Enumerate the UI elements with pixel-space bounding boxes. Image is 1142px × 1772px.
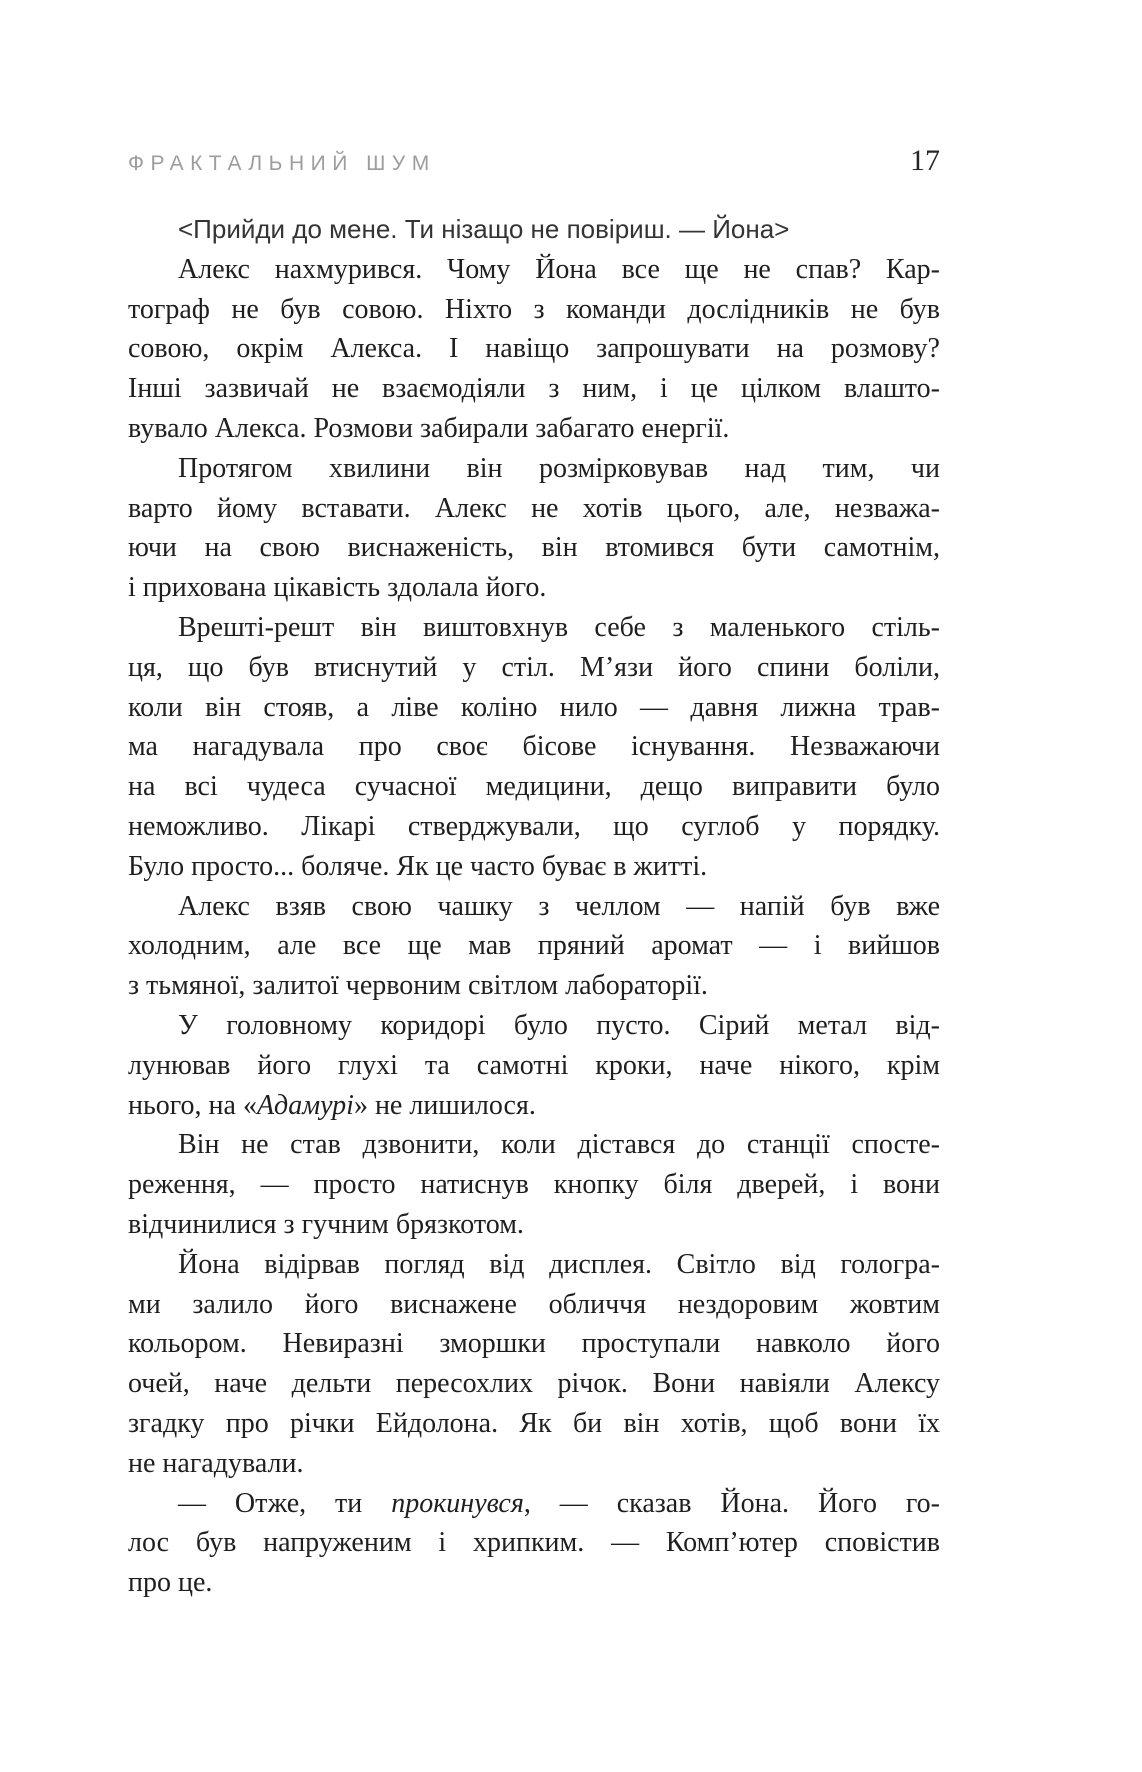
- text-segment: У головному коридорі було пусто. Сірий метал від-: [178, 1009, 940, 1041]
- text-line: [128, 608, 940, 648]
- text-line: [128, 1125, 940, 1165]
- text-line: [128, 1484, 940, 1524]
- text-line: [128, 449, 940, 489]
- text-segment: очей, наче дельти пересохлих річок. Вони навіяли Алексу: [128, 1368, 940, 1400]
- italic-text-segment: прокинувся: [391, 1487, 524, 1519]
- text-line: [128, 489, 940, 529]
- text-line: [128, 210, 940, 250]
- text-line: [128, 1165, 940, 1205]
- text-segment: нього, на «: [128, 1089, 257, 1121]
- text-line: [128, 1444, 940, 1484]
- text-segment: , — сказав Йона. Його го-: [523, 1487, 940, 1519]
- text-line: [128, 528, 940, 568]
- page-number: 17: [910, 144, 940, 177]
- page-header: [128, 144, 940, 178]
- text-segment: на всі чудеса сучасної медицини, дещо виправити було: [128, 771, 940, 803]
- text-line: [128, 887, 940, 927]
- text-segment: з тьмяної, залитої червоним світлом лабораторії.: [128, 970, 708, 1002]
- text-line: [128, 926, 940, 966]
- text-line: [128, 329, 940, 369]
- text-segment: варто йому вставати. Алекс не хотів цього, але, незважа-: [128, 492, 940, 524]
- text-segment: Протягом хвилини він розмірковував над тим, чи: [178, 452, 940, 484]
- text-segment: Алекс нахмурився. Чому Йона все ще не спав? Кар-: [178, 253, 940, 285]
- text-line: [128, 1563, 940, 1603]
- text-segment: <Прийди до мене. Ти нізащо не повіриш. — Йона>: [178, 214, 790, 244]
- text-segment: і прихована цікавість здолала його.: [128, 572, 547, 604]
- text-line: [128, 369, 940, 409]
- text-line: [128, 1086, 940, 1126]
- text-segment: тограф не був совою. Ніхто з команди дослідників не був: [128, 293, 940, 325]
- text-line: [128, 807, 940, 847]
- text-line: [128, 409, 940, 449]
- text-line: [128, 250, 940, 290]
- text-line: [128, 1245, 940, 1285]
- text-segment: Врешті-решт він виштовхнув себе з маленького стіль-: [178, 611, 940, 643]
- text-line: [128, 1285, 940, 1325]
- text-line: [128, 688, 940, 728]
- italic-text-segment: Адамурі: [256, 1089, 354, 1121]
- text-segment: лос був напруженим і хрипким. — Комп’ютер сповістив: [128, 1527, 940, 1559]
- text-segment: лунював його глухі та самотні кроки, наче нікого, крім: [128, 1049, 940, 1081]
- text-segment: відчинилися з гучним брязкотом.: [128, 1208, 524, 1240]
- text-segment: — Отже, ти: [178, 1487, 392, 1519]
- text-line: [128, 727, 940, 767]
- text-line: [128, 767, 940, 807]
- text-line: [128, 648, 940, 688]
- text-segment: ця, що був втиснутий у стіл. М’язи його спини боліли,: [128, 651, 940, 683]
- running-header-title: ФРАКТАЛЬНИЙ ШУМ: [128, 152, 436, 175]
- text-segment: Йона відірвав погляд від дисплея. Світло від гологра-: [178, 1248, 940, 1280]
- text-line: [128, 1205, 940, 1245]
- text-line: [128, 1523, 940, 1563]
- text-line: [128, 1364, 940, 1404]
- text-segment: вувало Алекса. Розмови забирали забагато енергії.: [128, 412, 730, 444]
- text-line: [128, 568, 940, 608]
- text-segment: ма нагадувала про своє бісове існування. Незважаючи: [128, 731, 940, 763]
- text-segment: неможливо. Лікарі стверджували, що суглоб у порядку.: [128, 810, 940, 842]
- text-segment: згадку про річки Ейдолона. Як би він хотів, щоб вони їх: [128, 1407, 940, 1439]
- text-line: [128, 290, 940, 330]
- text-segment: про це.: [128, 1567, 213, 1599]
- text-line: [128, 1046, 940, 1086]
- text-segment: Він не став дзвонити, коли дістався до станції спосте-: [178, 1129, 940, 1161]
- text-segment: реження, — просто натиснув кнопку біля дверей, і вони: [128, 1169, 940, 1201]
- text-segment: » не лишилося.: [353, 1089, 536, 1121]
- text-segment: коли він стояв, а ліве коліно нило — давня лижна трав-: [128, 691, 940, 723]
- text-segment: не нагадували.: [128, 1447, 304, 1479]
- text-line: [128, 847, 940, 887]
- text-block: [128, 210, 940, 1603]
- text-segment: ючи на свою виснаженість, він втомився бути самотнім,: [128, 532, 940, 564]
- text-line: [128, 1324, 940, 1364]
- text-segment: холодним, але все ще мав пряний аромат — і вийшов: [128, 930, 940, 962]
- text-line: [128, 1404, 940, 1444]
- text-segment: ми залило його виснажене обличчя нездоровим жовтим: [128, 1288, 940, 1320]
- text-line: [128, 1006, 940, 1046]
- text-segment: совою, окрім Алекса. І навіщо запрошувати на розмову?: [128, 333, 940, 365]
- text-segment: Було просто... боляче. Як це часто буває в житті.: [128, 850, 708, 882]
- text-segment: кольором. Невиразні зморшки проступали навколо його: [128, 1328, 940, 1360]
- text-segment: Інші зазвичай не взаємодіяли з ним, і це цілком влашто-: [128, 373, 940, 405]
- text-segment: Алекс взяв свою чашку з челлом — напій був вже: [178, 890, 940, 922]
- text-line: [128, 966, 940, 1006]
